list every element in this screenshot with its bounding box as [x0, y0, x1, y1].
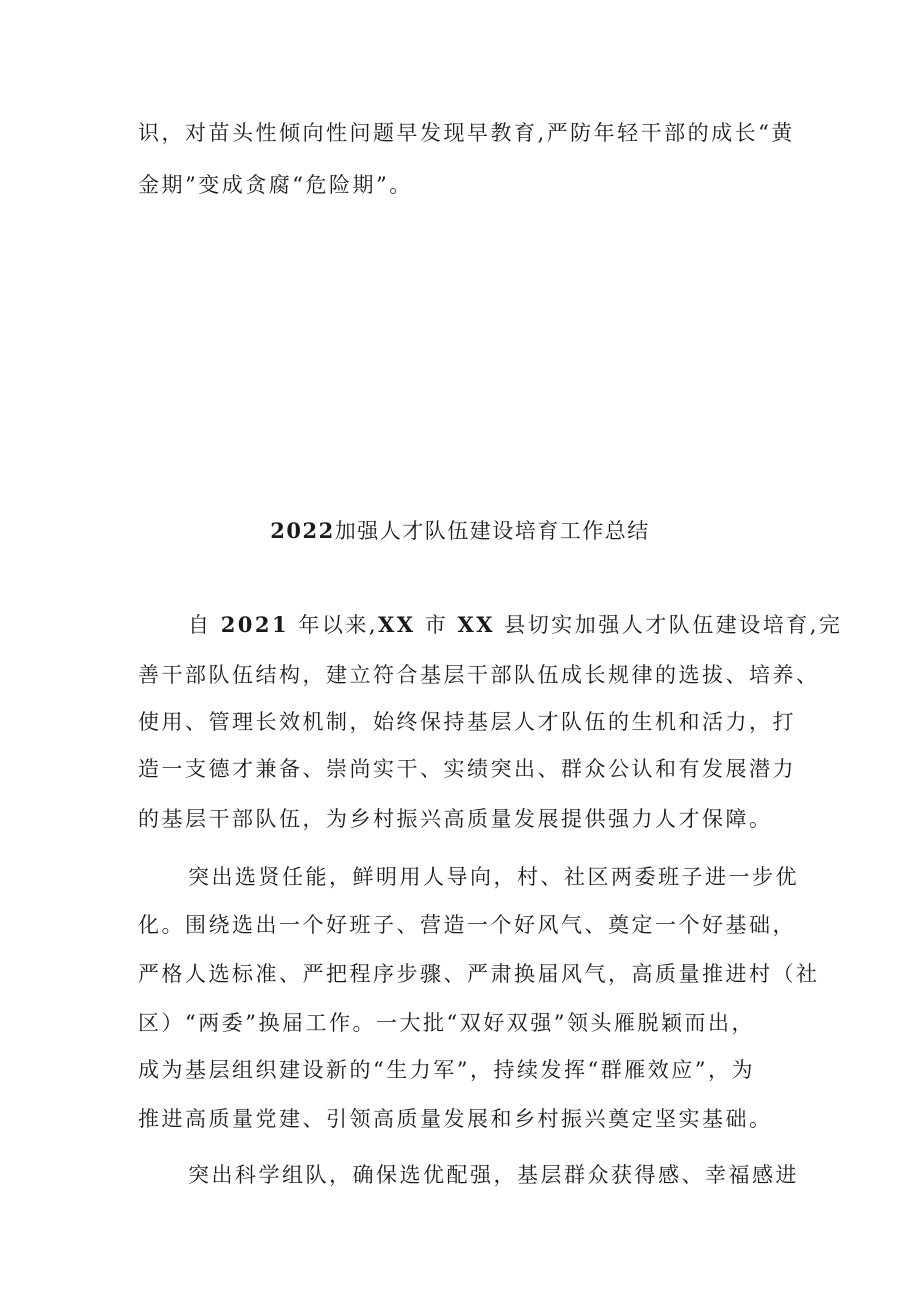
paragraph-2-line: 化。围绕选出一个好班子、营造一个好风气、奠定一个好基础，	[138, 913, 796, 937]
paragraph-2-line: 区）“两委”换届工作。一大批“双好双强”领头雁脱颖而出，	[138, 1011, 755, 1035]
paragraph-1-line: 的基层干部队伍，为乡村振兴高质量发展提供强力人才保障。	[138, 807, 773, 831]
prev-paragraph-line: 金期”变成贪腐“危险期”。	[138, 173, 413, 197]
prev-paragraph-line: 识，对苗头性倾向性问题早发现早教育,严防年轻干部的成长“黄	[138, 121, 795, 145]
paragraph-2-line: 成为基层组织建设新的“生力军”，持续发挥“群雁效应”，为	[138, 1058, 755, 1082]
paragraph-1-line: 使用、管理长效机制，始终保持基层人才队伍的生机和活力，打	[138, 710, 796, 734]
paragraph-1-line: 善干部队伍结构，建立符合基层干部队伍成长规律的选拔、培养、	[138, 663, 820, 687]
paragraph-3-line: 突出科学组队，确保选优配强，基层群众获得感、幸福感进	[188, 1163, 799, 1187]
paragraph-2-line: 严格人选标准、严把程序步骤、严肃换届风气，高质量推进村（社	[138, 962, 820, 986]
title-year: 2022	[270, 518, 335, 543]
document-title	[0, 515, 920, 547]
paragraph-2-line: 推进高质量党建、引领高质量发展和乡村振兴奠定坚实基础。	[138, 1107, 773, 1131]
paragraph-1-line: 自 2021 年以来,XX 市 XX 县切实加强人才队伍建设培育,完	[188, 612, 843, 637]
title-text: 加强人才队伍建设培育工作总结	[334, 519, 650, 543]
paragraph-2-line: 突出选贤任能，鲜明用人导向，村、社区两委班子进一步优	[188, 865, 799, 889]
paragraph-1-line: 造一支德才兼备、崇尚实干、实绩突出、群众公认和有发展潜力	[138, 757, 796, 781]
